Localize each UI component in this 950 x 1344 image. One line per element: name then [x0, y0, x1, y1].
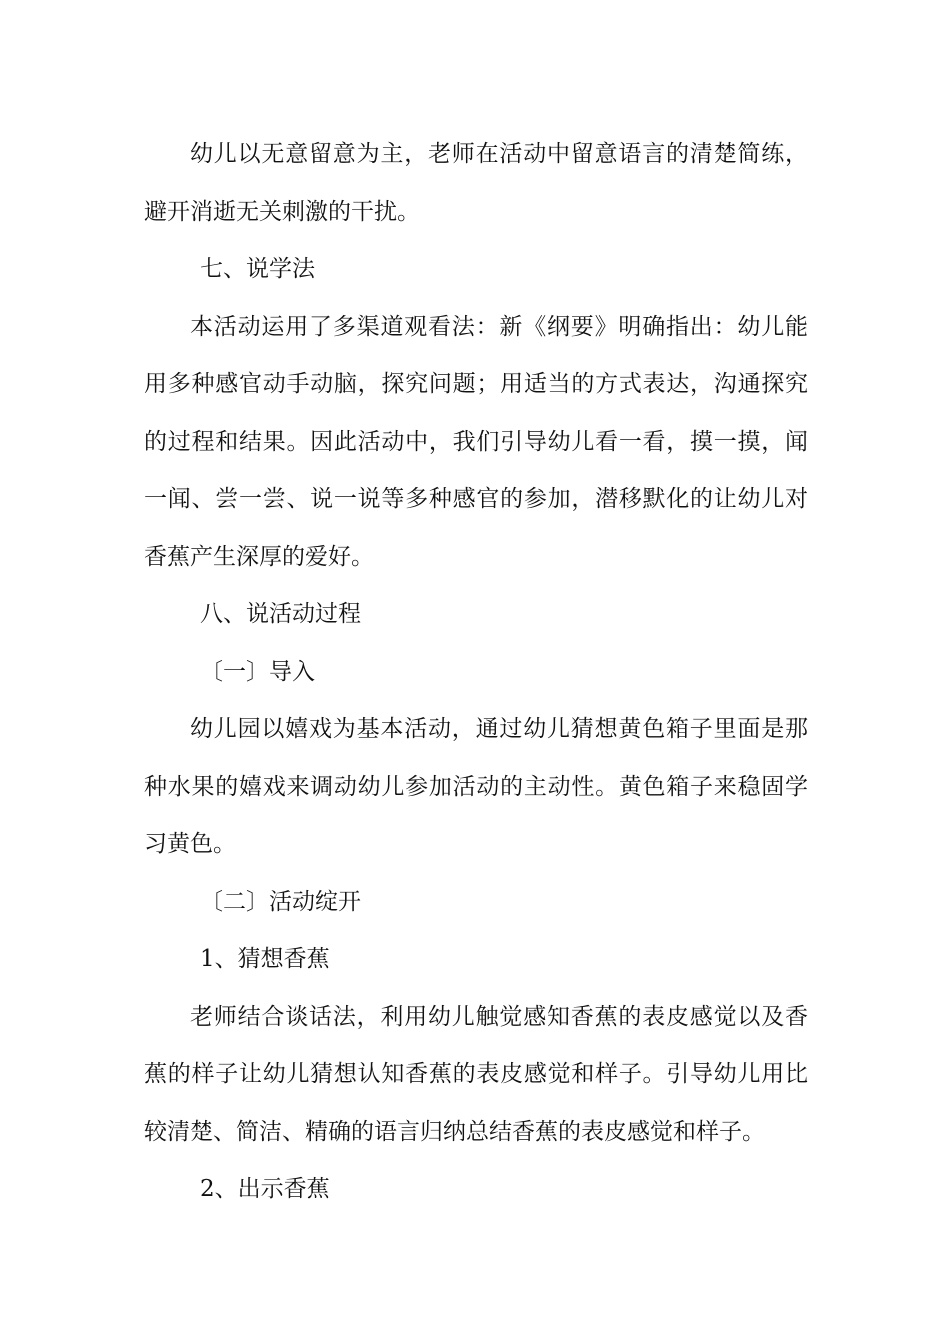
- paragraph-game-intro: 幼儿园以嬉戏为基本活动，通过幼儿猜想黄色箱子里面是那种水果的嬉戏来调动幼儿参加活动的主动性。黄色箱子来稳固学习黄色。: [144, 716, 808, 857]
- heading-guess-banana: 1、猜想香蕉: [200, 946, 330, 972]
- paragraph-touch-perception: 老师结合谈话法，利用幼儿触觉感知香蕉的表皮感觉以及香蕉的样子让幼儿猜想认知香蕉的表皮感觉和样子。引导幼儿用比较清楚、简洁、精确的语言归纳总结香蕉的表皮感觉和样子。: [144, 1003, 808, 1145]
- heading-introduction: 〔一〕导入: [200, 658, 315, 685]
- heading-activity-development: 〔二〕活动绽开: [200, 888, 361, 915]
- document-body: [144, 126, 808, 1219]
- paragraph-attention: 幼儿以无意留意为主，老师在活动中留意语言的清楚简练，避开消逝无关刺激的干扰。: [144, 141, 808, 225]
- paragraph-observation-method: 本活动运用了多渠道观看法：新《纲要》明确指出：幼儿能用多种感官动手动脑，探究问题；用适当的方式表达，沟通探究的过程和结果。因此活动中，我们引导幼儿看一看，摸一摸，闻一闻、尝一尝、说一说等多种感官的参加，潜移默化的让幼儿对香蕉产生深厚的爱好。: [144, 313, 808, 570]
- heading-learning-method: 七、说学法: [200, 256, 315, 282]
- heading-show-banana: 2、出示香蕉: [200, 1176, 330, 1202]
- heading-activity-process: 八、说活动过程: [200, 601, 361, 627]
